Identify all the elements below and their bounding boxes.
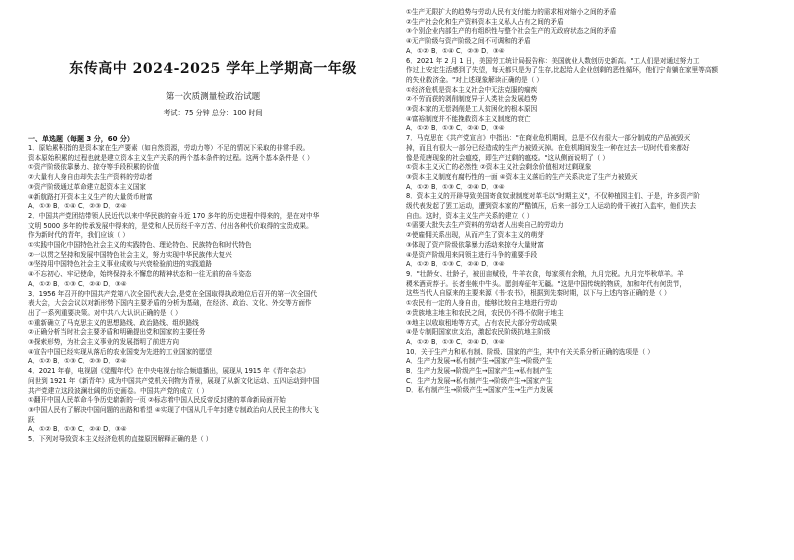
question-line: 6．2021 年 2 月 1 日，美国劳工统计局报告称：美国就业人数创历史新高。"工人们是对通过努力工 [406, 56, 700, 65]
question-line: ④富裕制度并不能挽救资本主义制度的衰亡 [406, 114, 531, 123]
question-line: C．生产力发展→私有制产生→阶级产生→国家产生 [406, 376, 553, 385]
question-line: 10．关于生产力和私有制、阶级、国家的产生，其中有关关系分析正确的选项是（ ） [406, 347, 654, 356]
question-line: 共产党建立这段波澜壮阔的历史画卷。中国共产党的成立（ ） [28, 386, 209, 395]
question-line: 文明 5000 多年的传承发展中得来的，是党和人民历经千辛万苦、付出各种代价取得的宝贵成果。 [28, 221, 313, 230]
exam-info: 考试：75 分钟 总分：100 时间 [163, 109, 263, 117]
question-line: 9．"壮龄女、壮龄子，被田亩赋役，牛羊衣食，每家须有余粮，九月完税。九月完毕秋草羊。羊 [406, 269, 684, 278]
question-line: ②大量有人身自由却失去生产资料的劳动者 [28, 173, 153, 182]
question-line: ①重新确立了马克思主义的思想路线、政治路线、组织路线 [28, 318, 199, 327]
question-line: 表大会，大会会议以对新形势下国内主要矛盾的分析为基础，在经济、政治、文化、外交等方面作 [28, 299, 312, 308]
question-line: ③坚持用中国特色社会主义事业成败与兴衰检验前进的实践道路 [28, 260, 212, 269]
question-line: 2．中国共产党团结带领人民近代以来中华民族的奋斗近 170 多年的历史进程中得来的，是在对中华 [28, 211, 320, 220]
question-line: ③中国人民有了解决中国问题的出路和希望 ④实现了中国从几千年封建专制政治向人民民主的伟大飞 [28, 405, 319, 414]
left-question-list [28, 144, 398, 445]
question-line: ②使雇佣关系出现，从而产生了资本主义的萌芽 [406, 231, 544, 240]
question-line: 8．资本主义的开辟导致美国寄食奴隶制度对革毛以"时期主义"，不仅种植园主们、于是，许多资产阶 [406, 192, 700, 201]
question-line: ②一以贯之坚持和发展中国特色社会主义，努力实现中华民族伟大复兴 [28, 250, 232, 259]
question-line: ③资本家的无偿剥削是工人贫困化的根本原因 [406, 105, 538, 114]
question-line: 1．原始累积指的是资本家在生产要素（如自然资源，劳动力等）不足的情况下采取的非常手段。 [28, 144, 310, 152]
question-line: 3．1956 年召开的中国共产党第八次全国代表大会,是党在全国取得执政地位后召开的第一次全国代 [28, 289, 317, 298]
question-line: 7．马克思在《共产党宣言》中指出："在商业危机期间，总是不仅有很大一部分制成的产品被毁灭 [406, 134, 691, 143]
question-line: ④是资产阶级用来同领主进行斗争的重要手段 [406, 250, 538, 259]
question-line: A．①② B．①③ C．②④ D．③④ [406, 124, 505, 133]
question-line: 问世到 1921 年《新青年》成为中国共产党机关刊物为背景，展现了从新文化运动、五四运动到中国 [28, 376, 320, 385]
question-line: A．①② B．①③ C．②④ D．③④ [28, 279, 127, 288]
question-line: A．①② B．①③ C．②④ D．③④ [28, 425, 127, 434]
right-column [406, 8, 768, 396]
question-line: ①生产无限扩大的趋势与劳动人民有支付能力的需求相对缩小之间的矛盾 [406, 8, 617, 16]
question-line: ②正确分析当时社会主要矛盾和明确提出党和国家的主要任务 [28, 328, 206, 337]
question-line: 5．下列对导致资本主义经济危机的直接原因解释正确的是（ ） [28, 435, 213, 444]
exam-sheet [28, 8, 768, 556]
question-line: 像是荒唐现象的社会瘟疫，即生产过剩的瘟疫。"这从侧面说明了（ ） [406, 153, 609, 162]
question-line: ①翻开中国人民革命斗争历史崭新的一页 ②标志着中国人民反帝反封建的革命新局面开始 [28, 396, 286, 405]
question-line: ④宣告中国已经实现从落后的农业国变为先进的工业国家的愿望 [28, 347, 212, 356]
exam-subtitle: 第一次质测量检政治试题 [165, 92, 261, 102]
question-line: ④是专制阳国家庶支治，激起农民阶级抗地主阶级 [406, 328, 551, 337]
exam-title: 东传高中 2024-2025 学年上学期高一年级 [69, 61, 357, 77]
question-line: 自由。这时，资本主义生产关系的建立（ ） [406, 211, 534, 220]
question-line: 资本原始积累的过程也就是建立资本主义生产关系的两个基本条件的过程。这两个基本条件是（ ） [28, 153, 314, 162]
section-heading: 一、单选题（每题 3 分，60 分） [28, 135, 134, 143]
question-line: 这些当代人自原来的主要来源《书·农书》，根据到先秦时期，以下与上述内容正确的是（ ） [406, 289, 671, 298]
question-line: ①资产阶级依靠暴力、掠夺等手段积累的价值 [28, 163, 160, 172]
question-line: A．①② B．①④ C．②③ D．③④ [406, 46, 505, 55]
question-line: ③体现了资产阶级依靠暴力活动来掠夺大量财富 [406, 240, 544, 249]
question-line: 稷米酒贡荐于。长者坐帐中牛头。愿剑寿征年无疆。"这是中国传统的物质，加和年代有何贵节， [406, 279, 686, 288]
question-line: ①农民有一定的人身自由，能够比较自主地进行劳动 [406, 299, 557, 308]
question-line: ③地主以收取租地等方式，占有农民大部分劳动成果 [406, 318, 557, 327]
question-line: ③资本主义制度有腐朽性的一面 ④资本主义落后的生产关系决定了生产力被毁灭 [406, 172, 638, 181]
question-line: ①经济危机是资本主义社会中无法克服的痼疾 [406, 85, 538, 94]
question-line: ②贵族地主地主和农民之间，农民仍不得不依附于地主 [406, 308, 564, 317]
left-column [28, 8, 398, 445]
question-line: ①需要大批失去生产资料的劳动者人出卖自己的劳动力 [406, 221, 564, 230]
question-line: ③资产阶级通过革命建立起资本主义国家 [28, 182, 147, 191]
question-line: 作为新时代的青年，我们应该（ ） [28, 231, 130, 240]
question-line: ④不忘初心、牢记使命，始终保持永不懈怠的精神状态和一往无前的奋斗姿态 [28, 270, 252, 279]
question-line: ③个别企业内部生产的有组织性与整个社会生产的无政府状态之间的矛盾 [406, 27, 617, 36]
question-line: A．①② B．①③ C．②③ D．②④ [28, 357, 127, 366]
question-line: ①实践中国化中国特色社会主义的实践特色、理论特色、民族特色和时代特色 [28, 241, 252, 250]
question-line: 出了一系列重要决策。对中共八大认识正确的是（ ） [28, 308, 182, 317]
question-line: ④新航路打开资本主义生产的大量货币财富 [28, 192, 153, 201]
question-line: ④无产阶级与资产阶级之间不可调和的矛盾 [406, 37, 531, 46]
question-line: 级代表发起了罢工运动，遭到资本家的严酷镇压，后来一部分工人运动的骨干被打入监牢，他们失去 [406, 202, 697, 211]
question-line: 4．2021 年春，电视剧《觉醒年代》在中央电视台综合频道播出，展现从 1915 年《青年杂志》 [28, 367, 310, 376]
question-line: 跃 [28, 415, 35, 424]
question-line: 作过上安定生活感到了失望，每天都只是为了生存,比起给人企业创剩的恶性循环，他们宁肯躺在家里等高额 [406, 66, 719, 75]
question-line: ③探索形势，为社会主义事业的发展指明了前进方向 [28, 338, 179, 347]
right-question-list [406, 8, 768, 396]
question-line: B．生产力发展→阶级产生→国家产生→私有制产生 [406, 367, 553, 376]
question-line: A．①③ B．①④ C．②③ D．②④ [28, 202, 127, 211]
question-line: A．①② B．①③ C．②④ D．③④ [406, 337, 505, 346]
question-line: A．①② B．①③ C．②④ D．③④ [406, 260, 505, 269]
question-line: 掉，而且有很大一部分已经造成的生产力被毁灭掉。在危机期间发生一种在过去一切时代看来都好 [406, 143, 690, 152]
question-line: D．私有制产生→阶级产生→国家产生→生产力发展 [406, 386, 553, 395]
question-line: 的失业救济金。"对上述现象解读正确的是（ ） [406, 75, 544, 84]
question-line: A．生产力发展→私有制产生→国家产生→阶级产生 [406, 357, 553, 366]
question-line: A．①② B．①③ C．②④ D．③④ [406, 182, 505, 191]
question-line: ②生产社会化和生产资料资本主义私人占有之间的矛盾 [406, 17, 564, 26]
question-line: ①资本主义灭亡的必然性 ②资本主义社会剩余价值相对过剩现象 [406, 163, 592, 172]
question-line: ②不劳而获的剥削制度异于人类社会发展趋势 [406, 95, 538, 104]
